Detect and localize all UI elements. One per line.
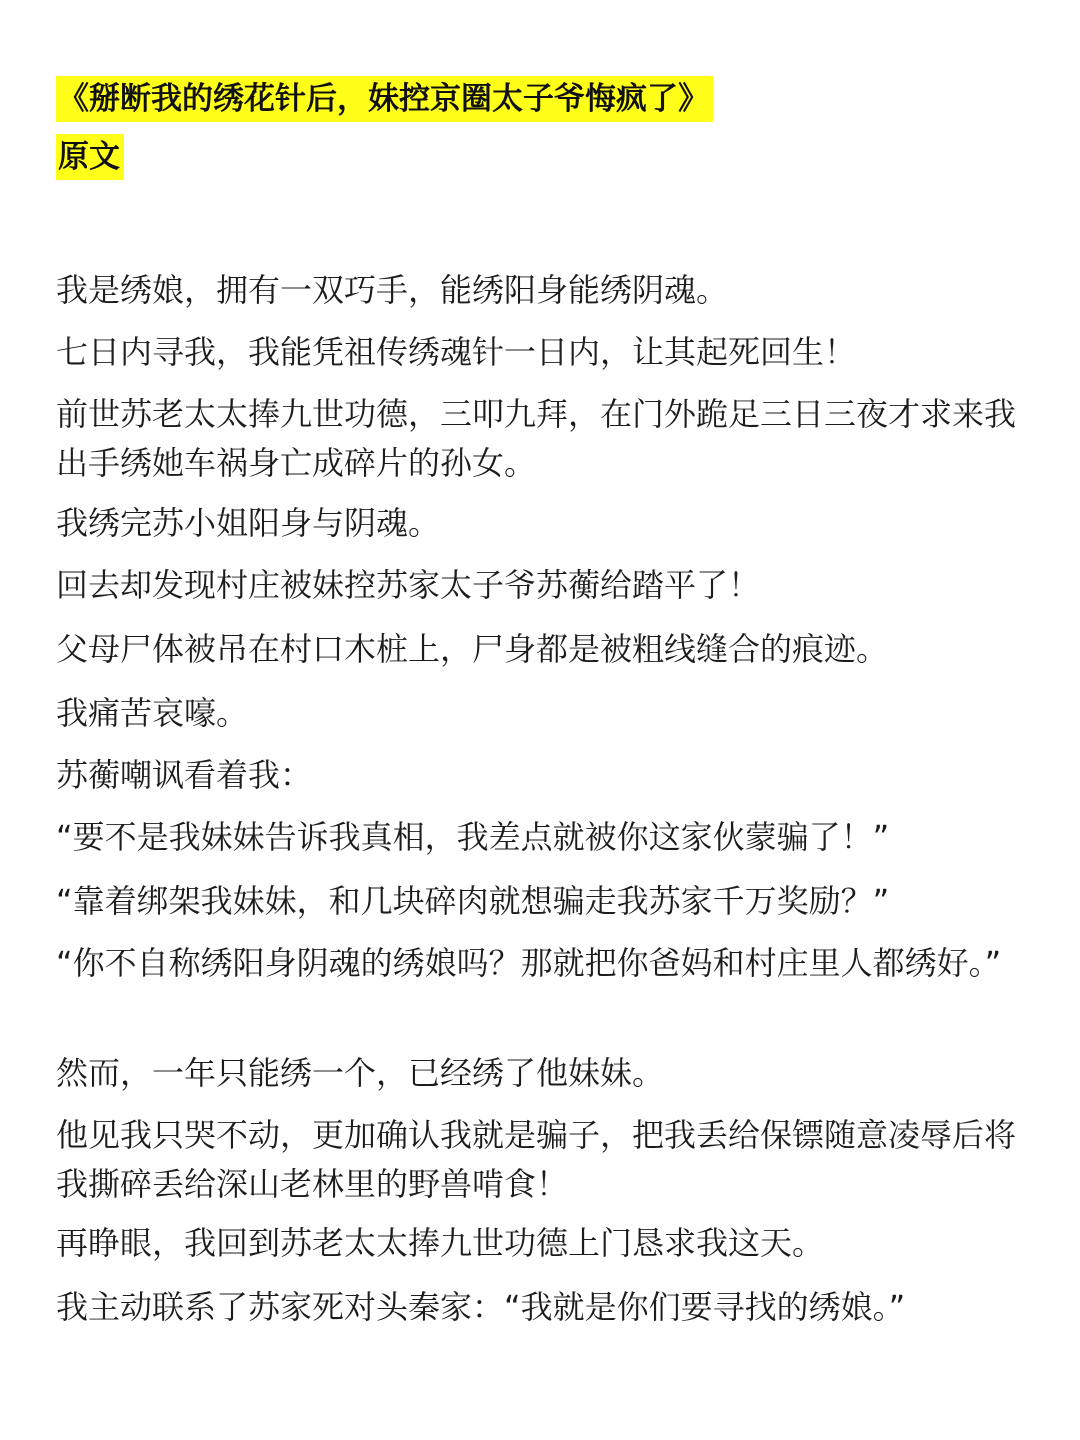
- book-title: 《掰断我的绣花针后，妹控京圈太子爷悔疯了》: [56, 76, 713, 122]
- paragraph-3: 前世苏老太太捧九世功德，三叩九拜，在门外跪足三日三夜才求来我出手绣她车祸身亡成碎片的孙女。: [56, 395, 1017, 482]
- paragraph-8: 苏蘅嘲讽看着我：: [56, 756, 313, 794]
- section-label: 原文: [56, 134, 124, 180]
- paragraph-1: 我是绣娘，拥有一双巧手，能绣阳身能绣阴魂。: [56, 271, 729, 309]
- paragraph-4: 我绣完苏小姐阳身与阴魂。: [56, 504, 441, 542]
- paragraph-6: 父母尸体被吊在村口木桩上，尸身都是被粗线缝合的痕迹。: [56, 630, 889, 668]
- paragraph-10: “靠着绑架我妹妹，和几块碎肉就想骗走我苏家千万奖励？”: [56, 882, 890, 920]
- paragraph-9: “要不是我妹妹告诉我真相，我差点就被你这家伙蒙骗了！”: [56, 818, 890, 856]
- paragraph-11: “你不自称绣阳身阴魂的绣娘吗？那就把你爸妈和村庄里人都绣好。”: [56, 944, 1002, 982]
- paragraph-15: 我主动联系了苏家死对头秦家：“我就是你们要寻找的绣娘。”: [56, 1288, 906, 1326]
- paragraph-13: 他见我只哭不动，更加确认我就是骗子，把我丢给保镖随意凌辱后将我撕碎丢给深山老林里的野兽啃食！: [56, 1116, 1017, 1203]
- paragraph-7: 我痛苦哀嚎。: [56, 694, 249, 732]
- paragraph-14: 再睁眼，我回到苏老太太捧九世功德上门恳求我这天。: [56, 1224, 825, 1262]
- paragraph-5: 回去却发现村庄被妹控苏家太子爷苏蘅给踏平了！: [56, 566, 761, 604]
- paragraph-12: 然而，一年只能绣一个，已经绣了他妹妹。: [56, 1054, 665, 1092]
- paragraph-2: 七日内寻我，我能凭祖传绣魂针一日内，让其起死回生！: [56, 333, 857, 371]
